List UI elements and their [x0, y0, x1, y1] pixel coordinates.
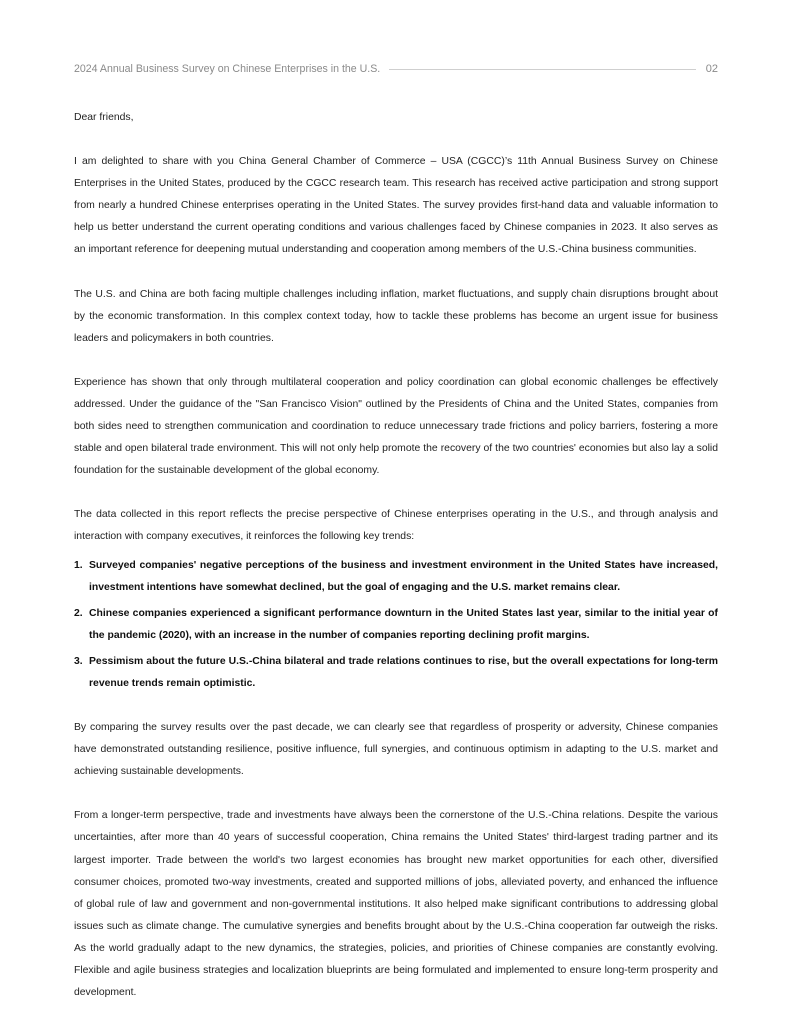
paragraph-cooperation: Experience has shown that only through multilateral cooperation and policy coordination can global economic challenges be effectively addressed. Under the guidance of the "San Francisco Vision" outlined by the Presidents of China and the United States, companies from both sides need to strengthen communication and coordination to reduce unnecessary trade frictions and policy barriers, fostering a more stable and open bilateral trade environment. This will not only help promote the recovery of the two countries' economies but also lay a solid foundation for the sustainable development of the global economy.	[74, 376, 718, 477]
paragraph-long-term: From a longer-term perspective, trade and investments have always been the cornerstone of the U.S.-China relations. Despite the various uncertainties, after more than 40 years of successful cooperation, China remains the United States' third-largest trading partner and its largest importer. Trade between the world's two largest economies has brought new market opportunities for each other, diversified consumer choices, promoted two-way investments, created and supported millions of jobs, alleviated poverty, and enhanced the influence of global rule of law and government and non-governmental institutions. It also helped make significant contributions to addressing global issues such as climate change. The cumulative synergies and benefits brought about by the U.S.-China cooperation far outweigh the risks. As the world gradually adapt to the new dynamics, the strategies, policies, and priorities of Chinese companies are constantly evolving. Flexible and agile business strategies and localization blueprints are being formulated and implemented to ensure long-term prosperity and development.	[74, 810, 718, 999]
page-header	[74, 62, 718, 76]
paragraph-introduction: I am delighted to share with you China General Chamber of Commerce – USA (CGCC)’s 11th Annual Business Survey on Chinese Enterprises in the United States, produced by the CGCC research team. This research has received active participation and strong support from nearly a hundred Chinese enterprises operating in the United States. The survey provides first-hand data and valuable information to help us better understand the current operating conditions and various challenges faced by Chinese companies in 2023. It also serves as an important reference for deepening mutual understanding and cooperation among members of the U.S.-China business communities.	[74, 156, 718, 256]
key-trend-item	[74, 603, 718, 647]
key-trends-list	[74, 555, 718, 696]
list-number: 2.	[74, 607, 83, 619]
list-number: 3.	[74, 655, 83, 667]
list-number: 1.	[74, 559, 83, 571]
letter-body	[74, 107, 718, 1026]
header-divider	[389, 69, 696, 70]
key-trend-item	[74, 651, 718, 695]
key-trend-text: Pessimism about the future U.S.-China bilateral and trade relations continues to rise, but the overall expectations for long-term revenue trends remain optimistic.	[89, 655, 718, 689]
letter-greeting: Dear friends,	[74, 112, 134, 123]
paragraph-list-intro: The data collected in this report reflects the precise perspective of Chinese enterprises operating in the U.S., and through analysis and interaction with company executives, it reinforces the following key trends:	[74, 509, 718, 543]
report-title: 2024 Annual Business Survey on Chinese Enterprises in the U.S.	[74, 63, 381, 75]
paragraph-challenges: The U.S. and China are both facing multiple challenges including inflation, market fluctuations, and supply chain disruptions brought about by the economic transformation. In this complex context today, how to tackle these problems has become an urgent issue for business leaders and policymakers in both countries.	[74, 288, 718, 344]
key-trend-text: Surveyed companies' negative perceptions of the business and investment environment in the United States have increased, investment intentions have somewhat declined, but the goal of engaging and the U.S. market remains clear.	[89, 559, 718, 593]
key-trend-text: Chinese companies experienced a significant performance downturn in the United States last year, similar to the initial year of the pandemic (2020), with an increase in the number of companies reporting declining profit margins.	[89, 607, 718, 641]
paragraph-resilience: By comparing the survey results over the past decade, we can clearly see that regardless of prosperity or adversity, Chinese companies have demonstrated outstanding resilience, positive influence, full synergies, and continuous optimism in adapting to the U.S. market and achieving sustainable developments.	[74, 722, 718, 778]
page-number: 02	[705, 63, 718, 75]
key-trend-item	[74, 555, 718, 599]
